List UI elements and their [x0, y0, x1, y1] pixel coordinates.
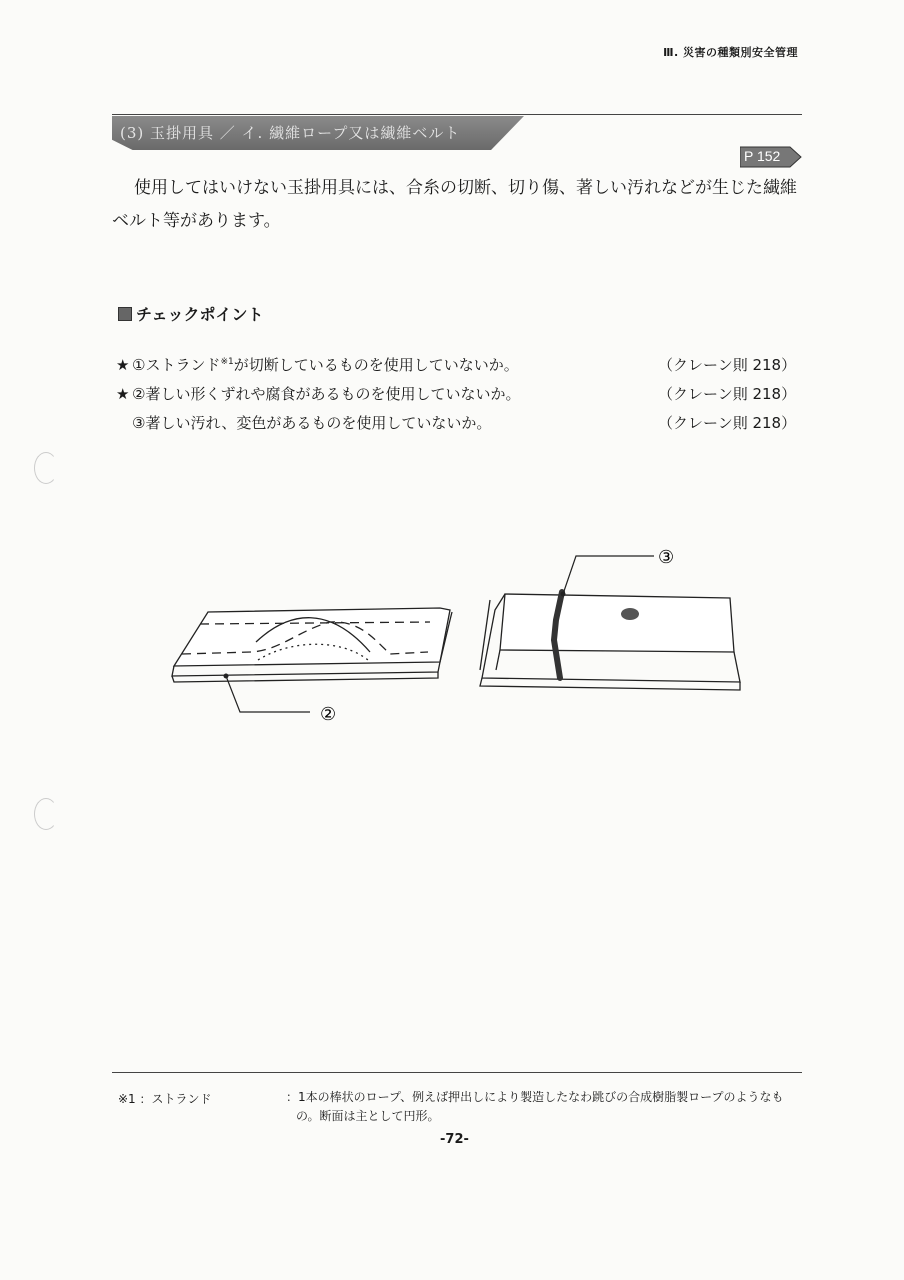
figure-label-2: ②: [320, 704, 337, 725]
binder-hole-mark: [34, 452, 58, 484]
checkpoint-item: [116, 412, 796, 441]
checkpoint-text: ③著しい汚れ、変色があるものを使用していないか。: [132, 414, 492, 432]
star-icon: ★: [116, 356, 130, 374]
deformed-belt-drawing: [172, 608, 452, 682]
checkpoint-text: ①ストランド: [132, 356, 221, 374]
footnote-rule: [112, 1072, 802, 1073]
checkpoint-heading-text: チェックポイント: [136, 305, 264, 324]
section-title: (3) 玉掛用具 ／ イ. 繊維ロープ又は繊維ベルト: [120, 124, 461, 142]
regulation-ref: （クレーン則 218）: [658, 385, 797, 403]
checkpoint-item: [116, 383, 796, 412]
checkpoint-list: [116, 354, 796, 441]
regulation-ref: （クレーン則 218）: [658, 356, 797, 374]
star-icon: ★: [116, 385, 130, 403]
checkpoint-item: [116, 354, 796, 383]
footnote-definition: [286, 1088, 806, 1126]
figure-label-3: ③: [658, 547, 675, 568]
page-number: -72-: [440, 1132, 469, 1147]
checkpoint-heading: [118, 302, 264, 325]
regulation-ref: （クレーン則 218）: [658, 414, 797, 432]
footnote-definition-line-1: ：1本の棒状のロープ、例えば押出しにより製造したなわ跳びの合成樹脂製ロープのようなも: [286, 1090, 784, 1104]
cut-belt-drawing: [480, 594, 740, 690]
top-rule: [112, 114, 802, 115]
square-bullet-icon: [118, 307, 132, 321]
stain-mark: [621, 608, 639, 620]
footnote-term: ※1 ：ストランド: [118, 1092, 212, 1106]
page-ref-label: P 152: [744, 148, 781, 164]
footnote-definition-line-2: の。断面は主として円形。: [296, 1109, 440, 1123]
intro-line-1: 使用してはいけない玉掛用具には、合糸の切断、切り傷、著しい汚れなどが生じた繊維: [134, 178, 797, 198]
intro-paragraph: [112, 172, 804, 238]
belt-illustration: [160, 540, 760, 740]
checkpoint-text-cont: が切断しているものを使用していないか。: [233, 356, 519, 374]
binder-hole-mark: [34, 798, 58, 830]
chapter-header: Ⅲ. 災害の種類別安全管理: [663, 46, 798, 59]
intro-line-2: ベルト等があります。: [112, 211, 281, 231]
checkpoint-text: ②著しい形くずれや腐食があるものを使用していないか。: [132, 385, 521, 403]
footnote-marker: ※1: [220, 357, 234, 367]
